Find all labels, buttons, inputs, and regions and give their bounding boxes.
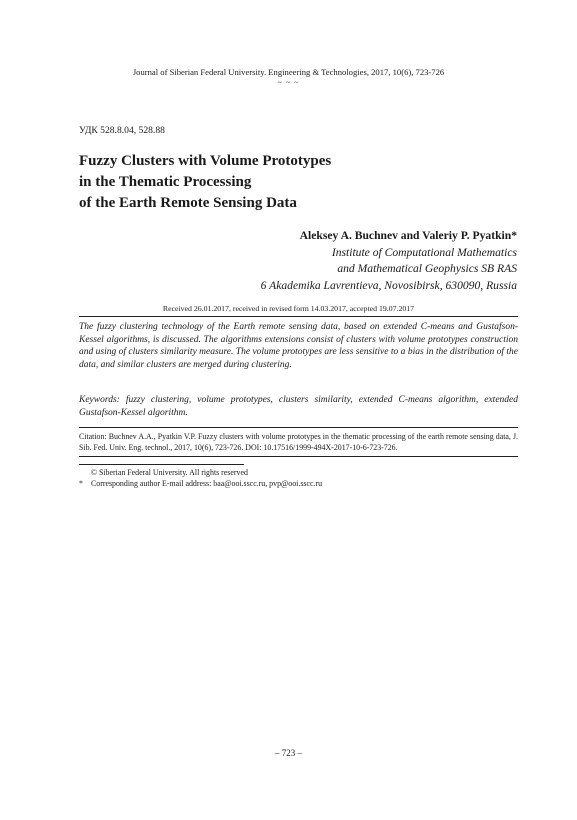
affiliation-line: and Mathematical Geophysics SB RAS — [337, 262, 517, 275]
page-number: – 723 – — [275, 748, 302, 758]
received-dates: Received 26.01.2017, received in revised form 14.03.2017, accepted 19.07.2017 — [162, 304, 415, 313]
footnote-rule — [79, 464, 244, 465]
title-line: Fuzzy Clusters with Volume Prototypes — [79, 153, 332, 169]
abstract: The fuzzy clustering technology of the Earth remote sensing data, based on extended C-means and Gustafson-Kessel algorithms, is discussed. The algorithms extensions consist of clusters with volume prototypes construction and using of clusters similarity measure. The volume prototypes are less sensitive to a bias in the distribution of the data, and similar clusters are merged during clustering. — [79, 322, 518, 370]
header-ornament: ~ ~ ~ — [277, 78, 300, 87]
author-block — [261, 228, 517, 294]
divider-citation-top — [79, 427, 518, 428]
citation: Citation: Buchnev A.A., Pyatkin V.P. Fuzzy clusters with volume prototypes in the thematic processing of the earth remote sensing data, J. Sib. Fed. Univ. Eng. technol., 2017, 10(6), 723-726. DOI: 10.17516/1999-494X-2017-10-6-723-726. — [79, 432, 518, 452]
footnote-text: Corresponding author E-mail address: baa@ooi.sscc.ru, pvp@ooi.sscc.ru — [91, 478, 323, 488]
divider-top — [79, 316, 518, 317]
affiliation-line: 6 Akademika Lavrentieva, Novosibirsk, 630090, Russia — [260, 278, 517, 292]
keywords: Keywords: fuzzy clustering, volume prototypes, clusters similarity, extended C-means algorithm, extended Gustafson-Kessel algorithm. — [79, 395, 518, 418]
footnote-corresponding — [79, 479, 518, 490]
paper-title — [79, 151, 331, 214]
affiliation-line: Institute of Computational Mathematics — [331, 245, 517, 259]
footnotes — [79, 468, 518, 489]
footnote-text: © Siberian Federal University. All rights reserved — [91, 468, 248, 477]
journal-header: Journal of Siberian Federal University. Engineering & Technologies, 2017, 10(6), 723-726 — [132, 67, 445, 77]
title-line: of the Earth Remote Sensing Data — [79, 195, 297, 211]
udk-code: УДК 528.8.04, 528.88 — [79, 125, 165, 136]
divider-citation-bottom — [79, 456, 518, 457]
author-names: Aleksey A. Buchnev and Valeriy P. Pyatkin* — [299, 229, 517, 242]
title-line: in the Thematic Processing — [79, 174, 252, 190]
footnote-copyright — [79, 468, 518, 479]
footnote-mark: * — [79, 478, 83, 488]
